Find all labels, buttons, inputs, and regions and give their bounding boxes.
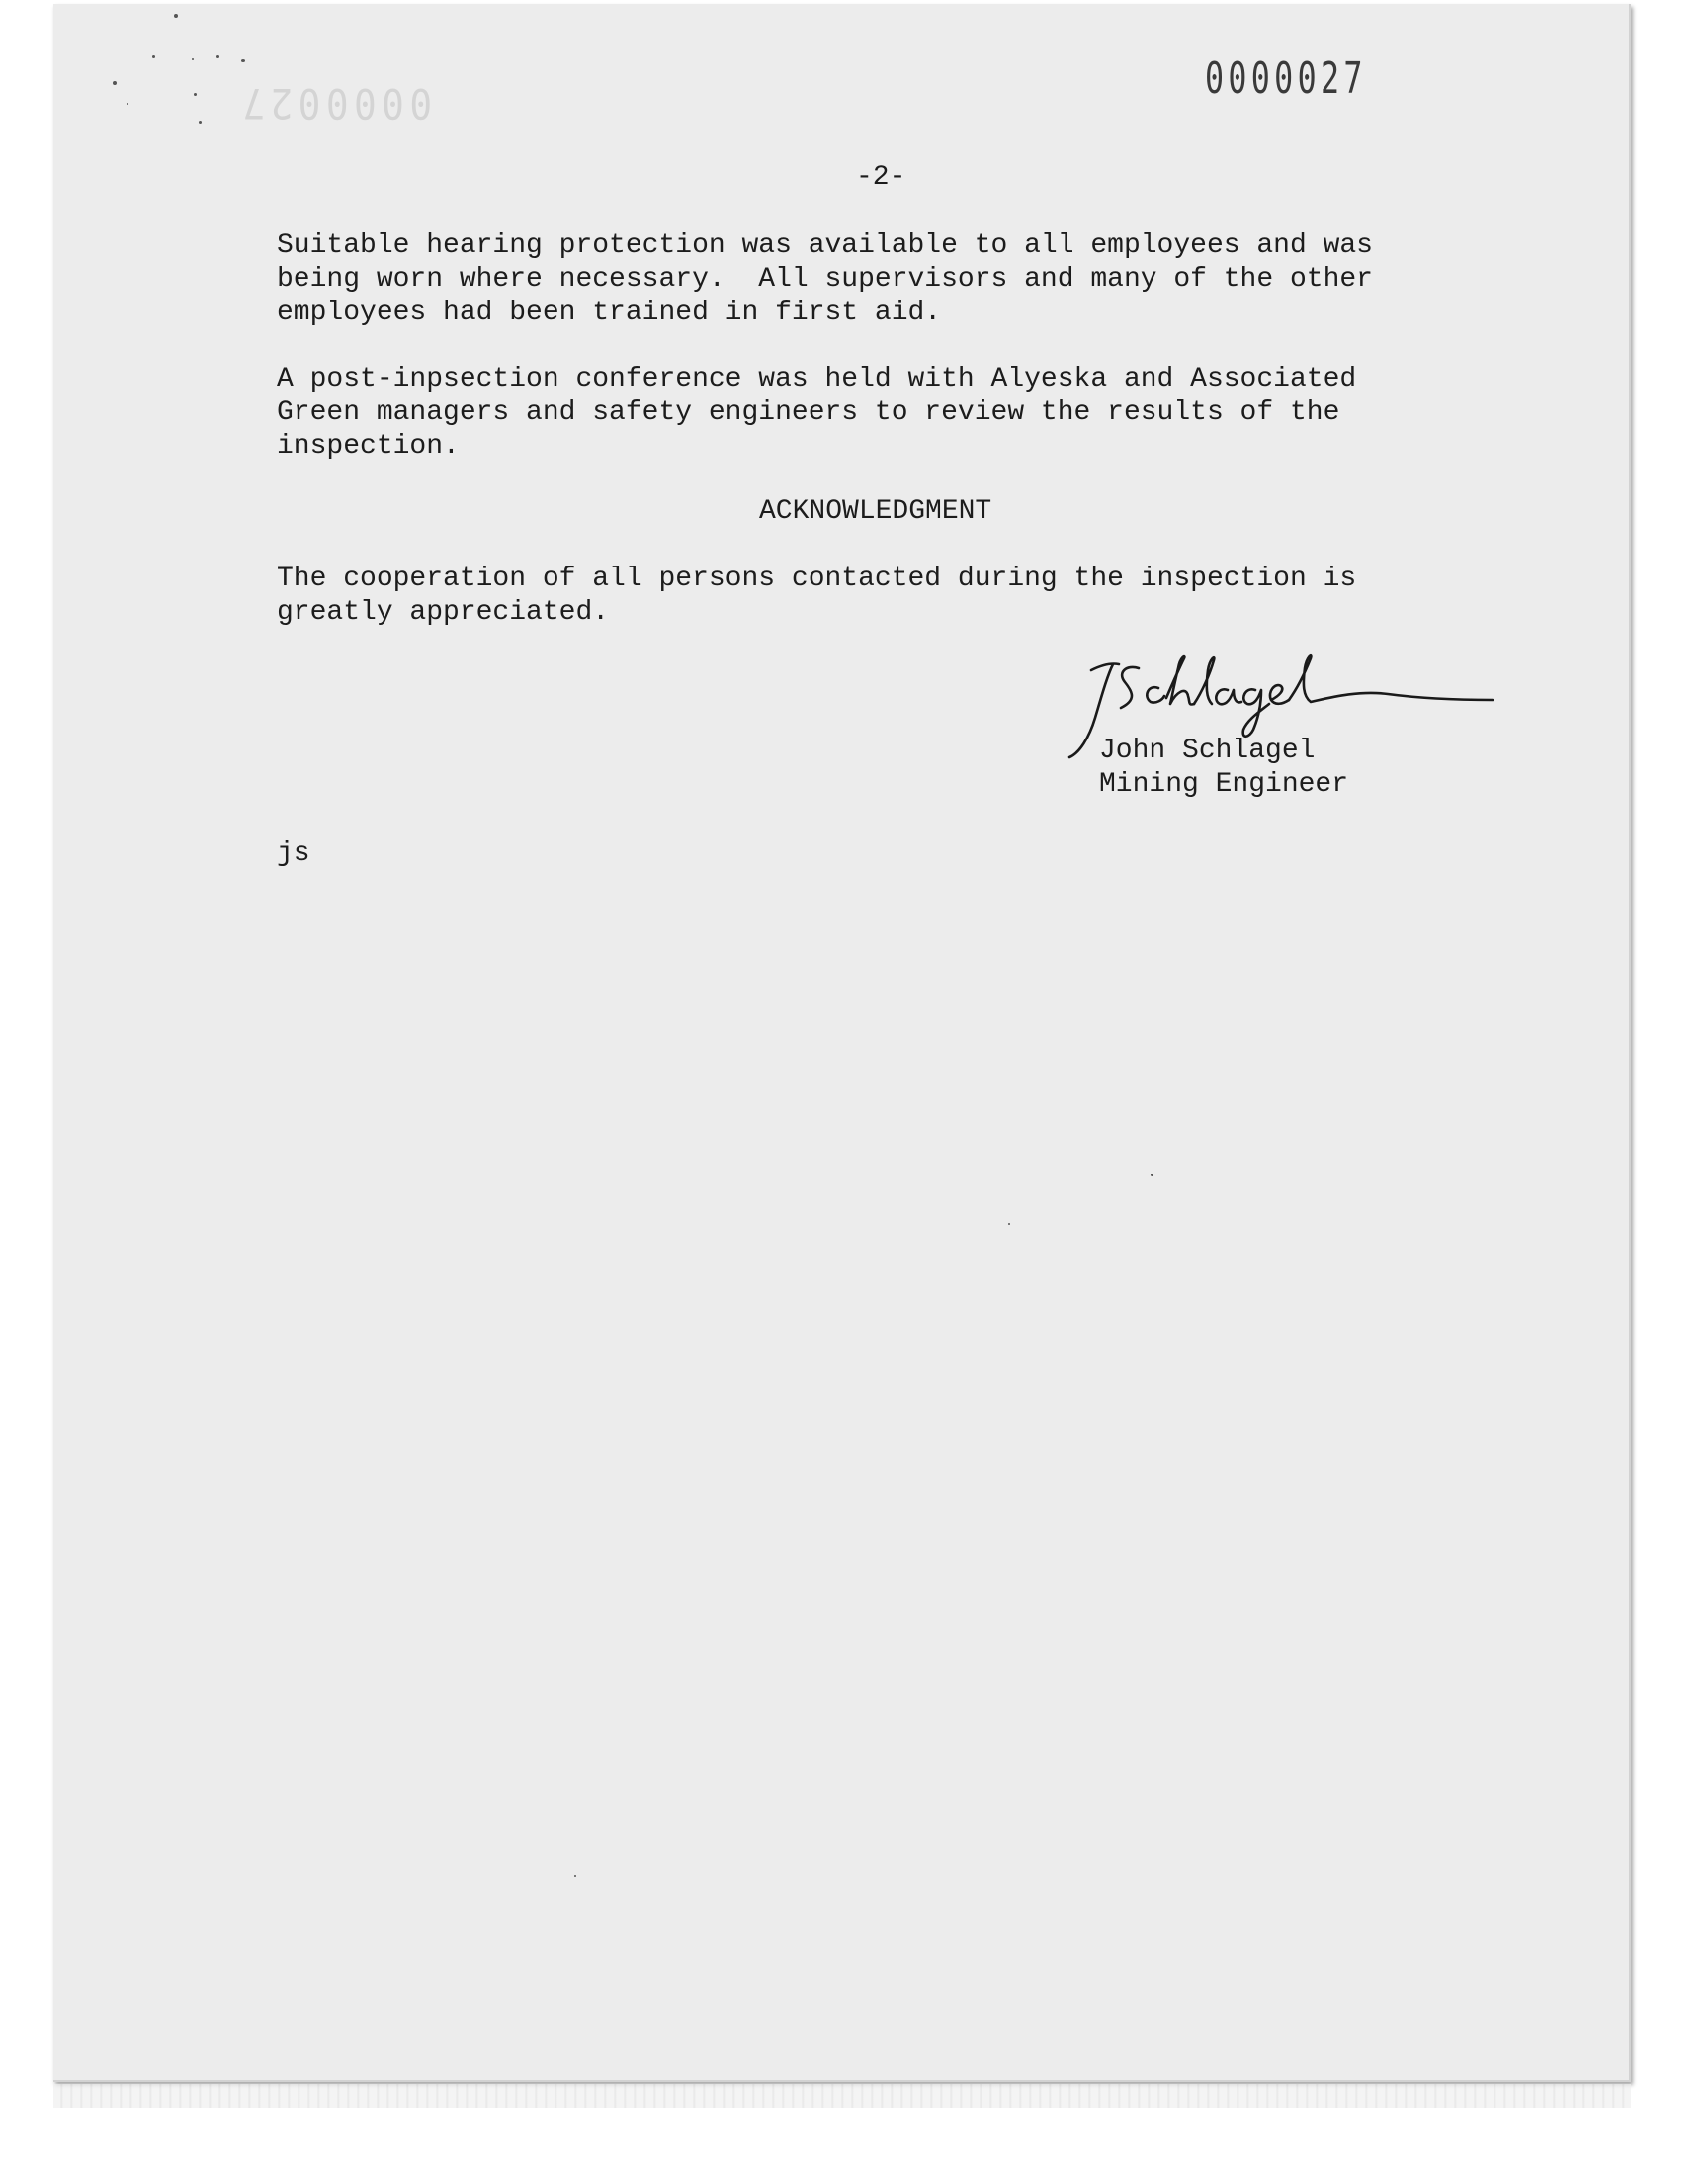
section-heading: ACKNOWLEDGMENT [759,496,992,527]
paragraph-2-line-3: inspection. [277,431,460,462]
scan-speck [574,1875,576,1877]
scanner-edge-strip [53,2084,1631,2108]
signer-name: John Schlagel [1099,736,1316,766]
page-number: -2- [856,162,906,193]
scan-speck [152,55,155,58]
scan-speck [199,121,202,124]
scan-speck [113,81,117,85]
typist-initials: js [277,838,310,869]
paragraph-1-line-1: Suitable hearing protection was available to all employees and was [277,230,1373,261]
document-number: 0000027 [1205,53,1367,104]
bleed-through-number: 0000027 [236,79,433,128]
scan-speck [127,103,128,105]
scan-speck [216,55,219,58]
paragraph-1-line-2: being worn where necessary. All supervisors and many of the other [277,264,1373,295]
paragraph-2-line-2: Green managers and safety engineers to review the results of the [277,397,1340,428]
scan-speck [192,58,194,60]
scan-speck [194,93,197,96]
paragraph-1-line-3: employees had been trained in first aid. [277,298,942,328]
paragraph-2-line-1: A post-inpsection conference was held with Alyeska and Associated [277,364,1357,394]
signer-title: Mining Engineer [1099,769,1349,800]
scan-speck [1008,1223,1010,1225]
scan-speck [1151,1174,1153,1176]
acknowledgment-line-2: greatly appreciated. [277,597,610,628]
acknowledgment-line-1: The cooperation of all persons contacted during the inspection is [277,564,1357,594]
scan-speck [174,14,178,18]
scan-speck [241,59,245,62]
paper-sheet [53,4,1631,2082]
